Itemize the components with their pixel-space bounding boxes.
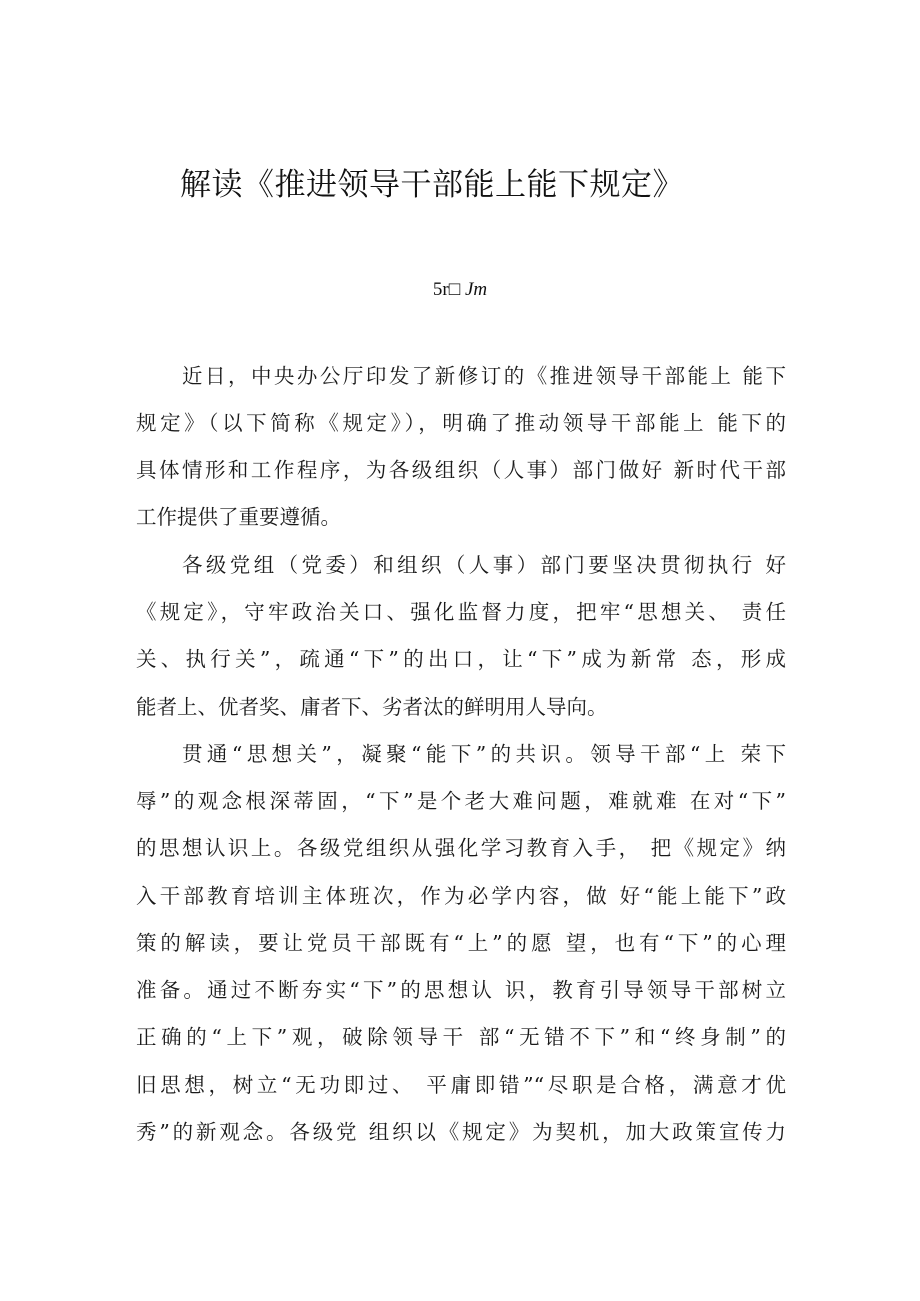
paragraph-line: 旧思想，树立“无功即过、 平庸即错”“尽职是合格，满意才优 — [136, 1073, 786, 1097]
author-prefix: 5r□ — [432, 279, 461, 300]
paragraph-line: 关、执行关”，疏通“下”的出口，让“下”成为新常 态，形成 — [136, 647, 786, 671]
paragraph-line: 秀”的新观念。各级党 组织以《规定》为契机，加大政策宣传力 — [136, 1120, 786, 1144]
paragraph-line: 辱”的观念根深蒂固，“下”是个老大难问题，难就难 在对“下” — [136, 789, 786, 813]
paragraph-line: 正确的“上下”观，破除领导干 部“无错不下”和“终身制”的 — [136, 1025, 786, 1049]
paragraph-line: 入干部教育培训主体班次，作为必学内容，做 好“能上能下”政 — [136, 884, 786, 908]
paragraph-line: 《规定》，守牢政治关口、强化监督力度，把牢“思想关、 责任 — [136, 600, 786, 624]
author-suffix: Jm — [464, 279, 488, 300]
paragraph-line: 的思想认识上。各级党组织从强化学习教育入手， 把《规定》纳 — [136, 836, 786, 860]
paragraph-line: 能者上、优者奖、庸者下、劣者汰的鲜明用人导向。 — [136, 695, 608, 719]
document-title: 解读《推进领导干部能上能下规定》 — [180, 167, 684, 203]
paragraph-line: 近日，中央办公厅印发了新修订的《推进领导干部能上 能下 — [182, 364, 786, 388]
paragraph-line: 准备。通过不断夯实“下”的思想认 识，教育引导领导干部树立 — [136, 978, 786, 1002]
author-line — [0, 276, 920, 304]
paragraph-line: 规定》（以下简称《规定》），明确了推动领导干部能上 能下的 — [136, 411, 786, 435]
paragraph-line: 各级党组（党委）和组织（人事）部门要坚决贯彻执行 好 — [182, 553, 786, 577]
paragraph-line: 具体情形和工作程序，为各级组织（人事）部门做好 新时代干部 — [136, 458, 786, 482]
paragraph-line: 策的解读，要让党员干部既有“上”的愿 望，也有“下”的心理 — [136, 931, 786, 955]
paragraph-line: 工作提供了重要遵循。 — [136, 505, 341, 529]
paragraph-line: 贯通“思想关”，凝聚“能下”的共识。领导干部“上 荣下 — [182, 742, 786, 766]
